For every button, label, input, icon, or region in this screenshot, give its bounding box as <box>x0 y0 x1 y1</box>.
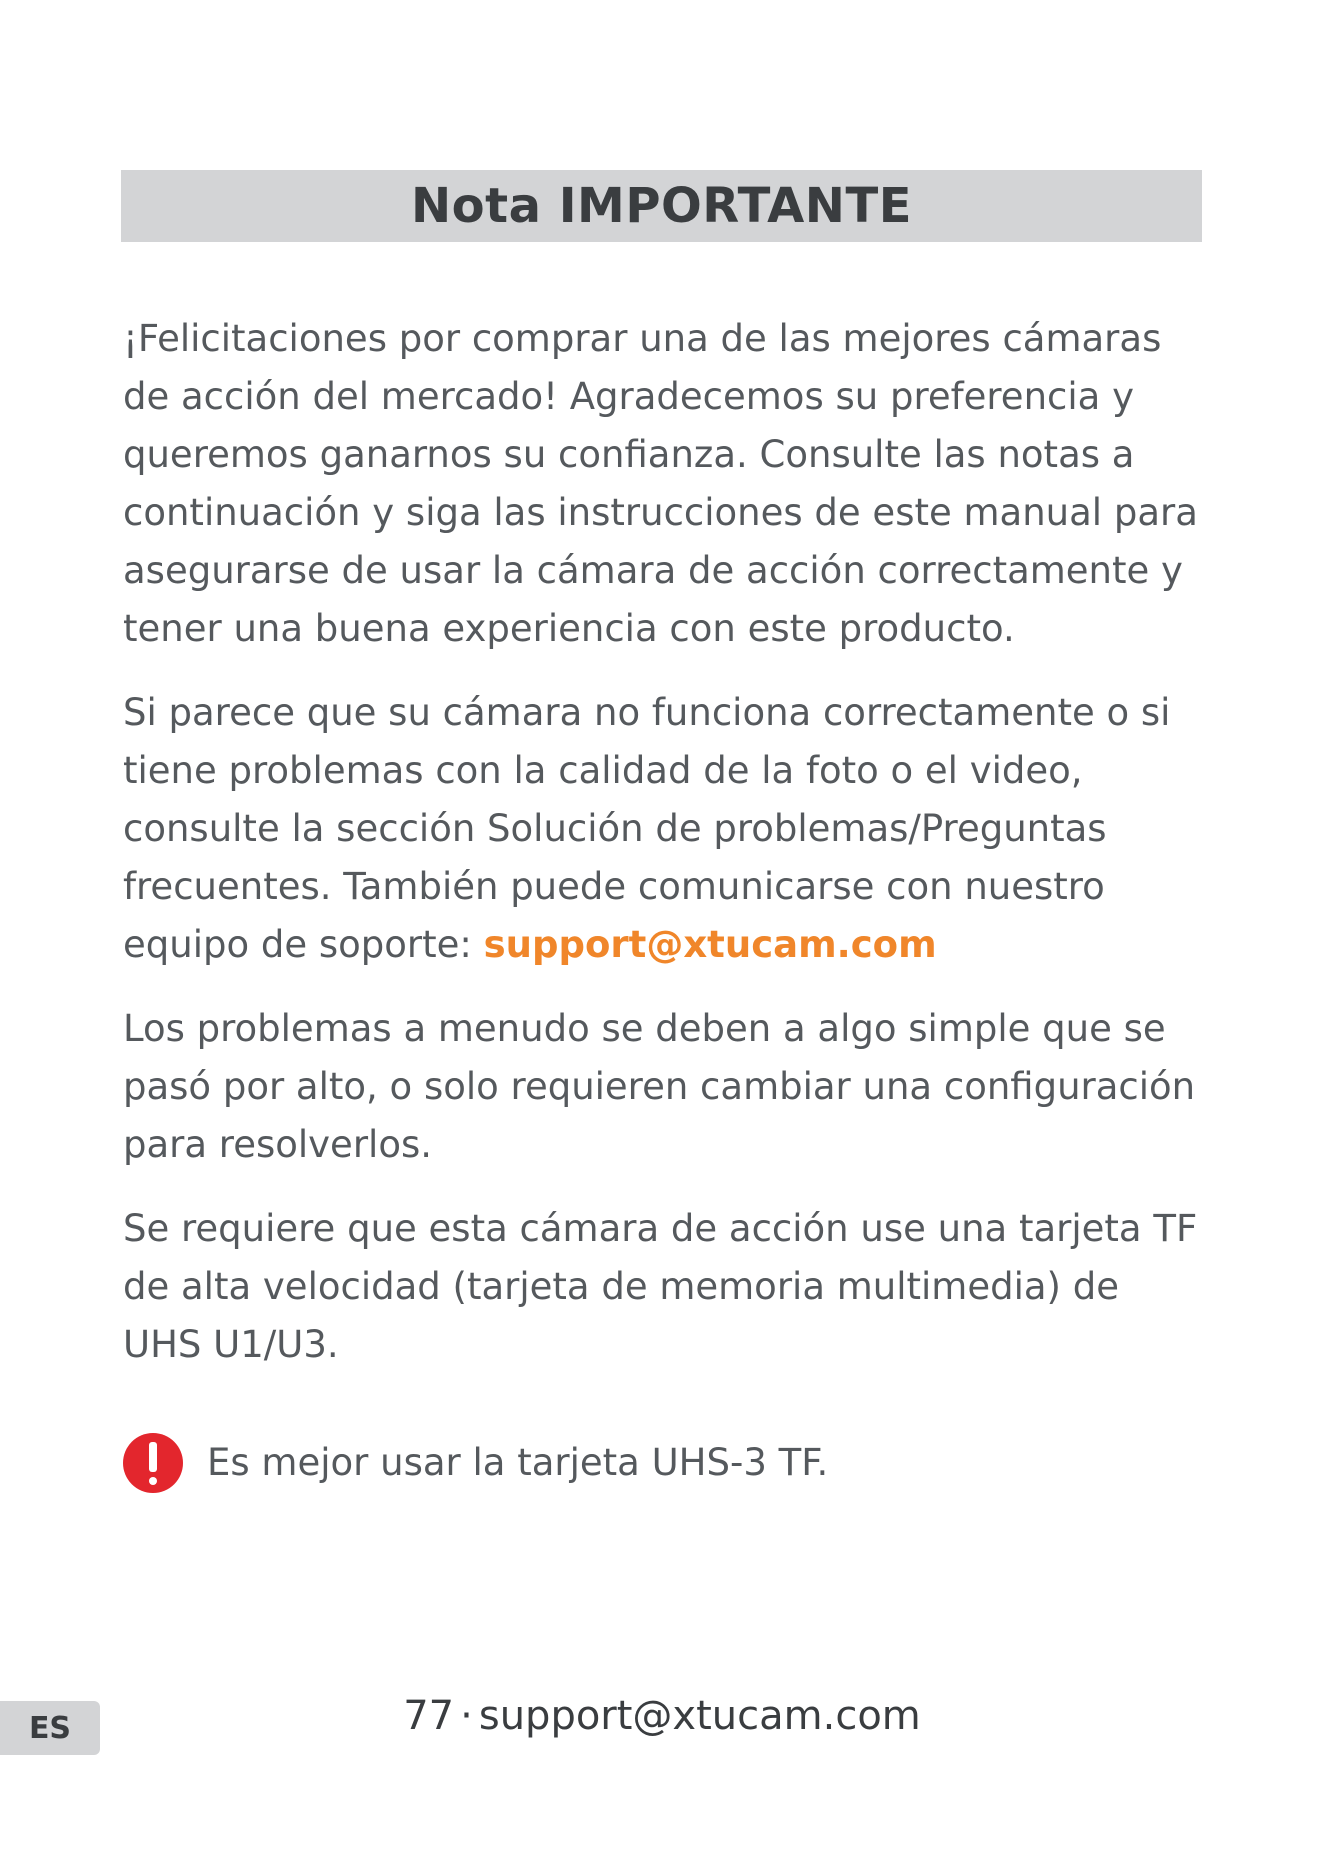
footer-separator: · <box>460 1693 473 1739</box>
warning-note <box>123 1433 1203 1493</box>
problems-paragraph: Los problemas a menudo se deben a algo simple que se pasó por alto, o solo requieren cambiar una configuración para resolverlos. <box>123 1007 1196 1166</box>
title-bar <box>121 170 1202 242</box>
support-email-link[interactable]: support@xtucam.com <box>483 923 937 966</box>
tf-card-paragraph: Se requiere que esta cámara de acción use una tarjeta TF de alta velocidad (tarjeta de memoria multimedia) de UHS U1/U3. <box>123 1207 1198 1366</box>
intro-paragraph: ¡Felicitaciones por comprar una de las mejores cámaras de acción del mercado! Agradecemos su preferencia y queremos ganarnos su confianza. Consulte las notas a continuación y siga las instrucciones de este manual para asegurarse de usar la cámara de acción correctamente y tener una buena experiencia con este producto. <box>123 317 1198 650</box>
page-title: Nota IMPORTANTE <box>411 178 912 234</box>
main-content <box>123 310 1203 1400</box>
footer-email: support@xtucam.com <box>478 1693 921 1739</box>
page-footer <box>0 1690 1324 1742</box>
page-number: 77 <box>403 1693 455 1739</box>
language-tab-label: ES <box>28 1710 72 1746</box>
exclamation-circle-icon <box>123 1433 183 1493</box>
support-paragraph <box>123 684 1203 974</box>
warning-note-text: Es mejor usar la tarjeta UHS-3 TF. <box>207 1441 829 1484</box>
support-paragraph-text: Si parece que su cámara no funciona correctamente o si tiene problemas con la calidad de la foto o el video, consulte la sección Solución de problemas/Preguntas frecuentes. También puede comunicarse con nuestro equipo de soporte: <box>123 691 1171 966</box>
